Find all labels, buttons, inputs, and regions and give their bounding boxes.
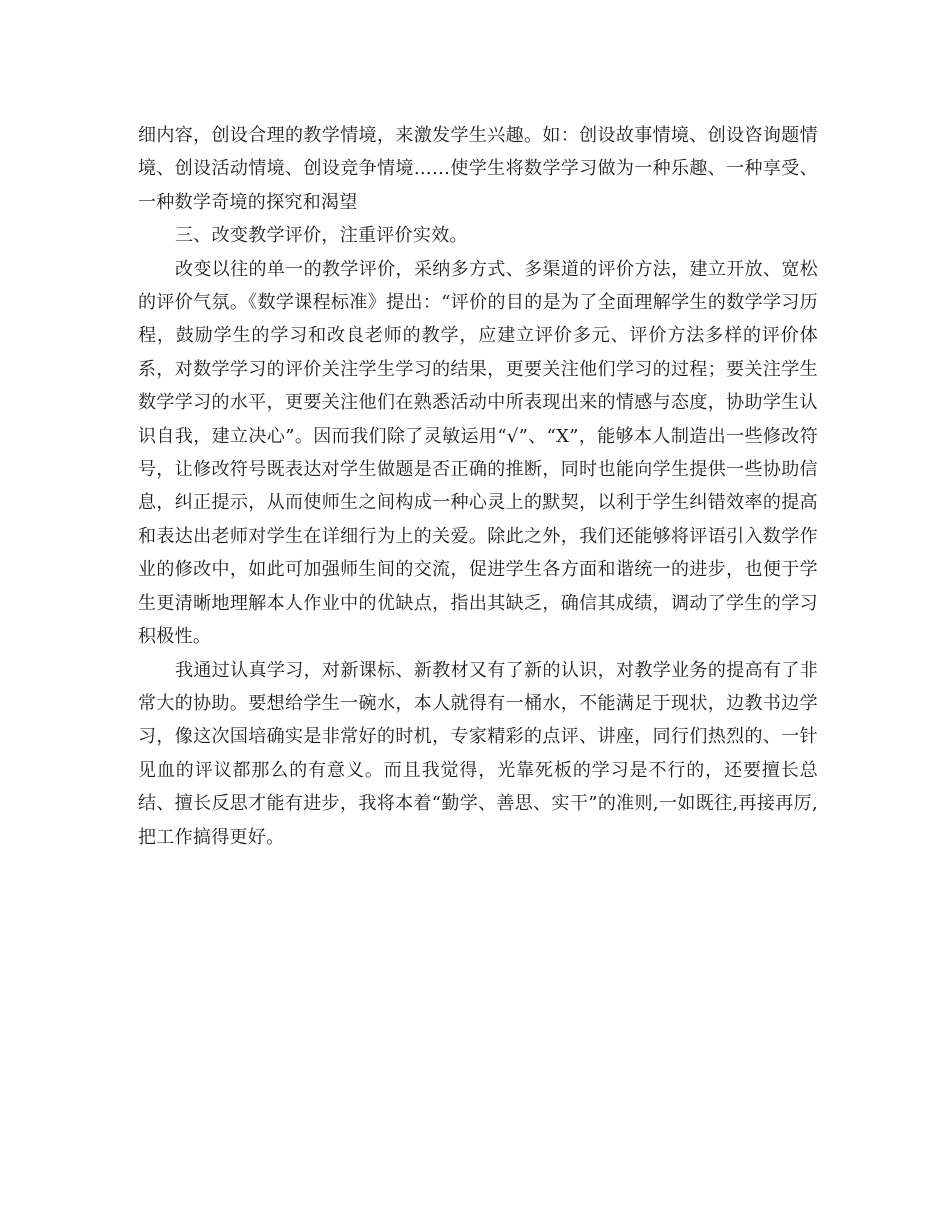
paragraph-reflection: 我通过认真学习，对新课标、新教材又有了新的认识，对教学业务的提高有了非常大的协助。要想给学生一碗水，本人就得有一桶水，不能满足于现状，边教书边学习，像这次国培确实是非常好的时机，专家精彩的点评、讲座，同行们热烈的、一针见血的评议都那么的有意义。而且我觉得，光靠死板的学习是不行的，还要擅长总结、擅长反思才能有进步，我将本着“勤学、善思、实干”的准则,一如既往,再接再厉,把工作搞得更好。	[138, 659, 818, 848]
document-body	[138, 119, 818, 854]
paragraph-evaluation: 改变以往的单一的教学评价，采纳多方式、多渠道的评价方法，建立开放、宽松的评价气氛。《数学课程标准》提出：“评价的目的是为了全面理解学生的数学学习历程，鼓励学生的学习和改良老师的教学，应建立评价多元、评价方法多样的评价体系，对数学学习的评价关注学生学习的结果，更要关注他们学习的过程；要关注学生数学学习的水平，更要关注他们在熟悉活动中所表现出来的情感与态度，协助学生认识自我，建立决心”。因而我们除了灵敏运用“√”、“X”，能够本人制造出一些修改符号，让修改符号既表达对学生做题是否正确的推断，同时也能向学生提供一些协助信息，纠正提示，从而使师生之间构成一种心灵上的默契，以利于学生纠错效率的提高和表达出老师对学生在详细行为上的关爱。除此之外，我们还能够将评语引入数学作业的修改中，如此可加强师生间的交流，促进学生各方面和谐统一的进步，也便于学生更清晰地理解本人作业中的优缺点，指出其缺乏，确信其成绩，调动了学生的学习积极性。	[138, 258, 818, 648]
section-heading-3: 三、改变教学评价，注重评价实效。	[175, 225, 468, 247]
paragraph-continuation: 细内容，创设合理的教学情境，来激发学生兴趣。如：创设故事情境、创设咨询题情境、创设活动情境、创设竞争情境……使学生将数学学习做为一种乐趣、一种享受、一种数学奇境的探究和渴望	[138, 125, 818, 213]
